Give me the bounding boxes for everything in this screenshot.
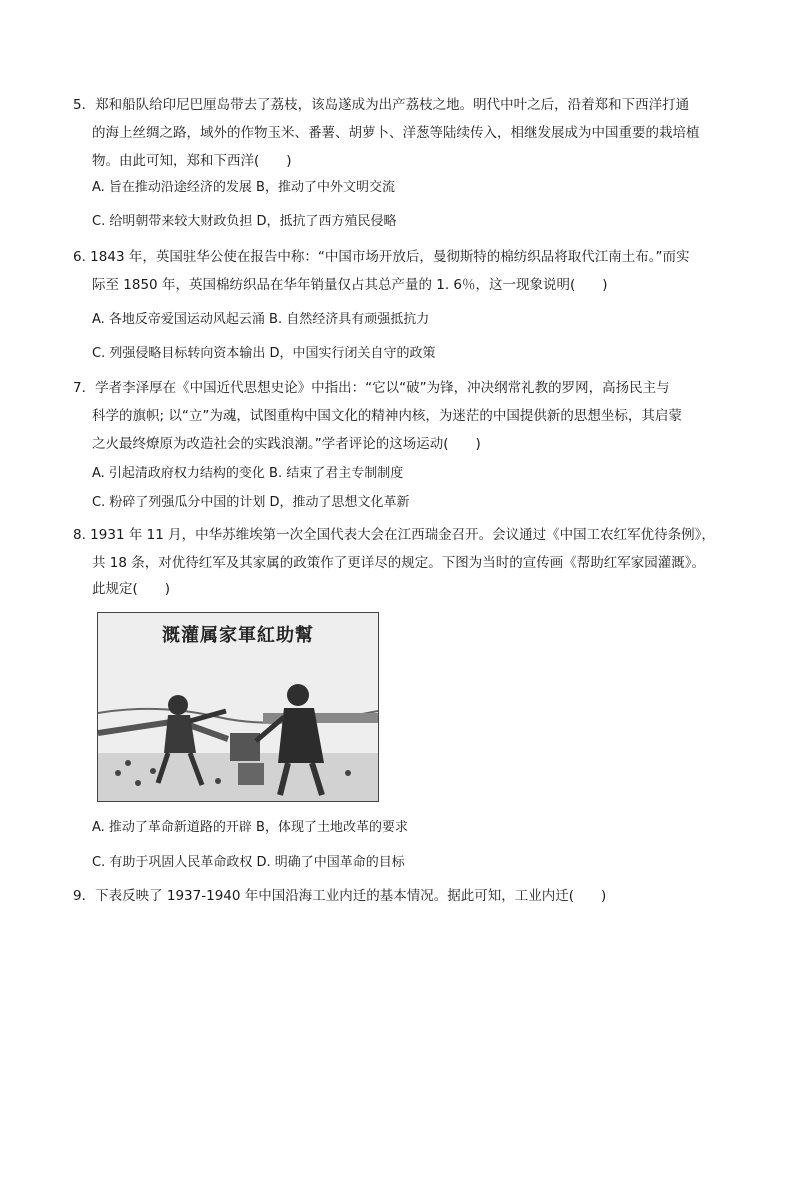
q5-stem-line-2: 的海上丝绸之路，域外的作物玉米、番薯、胡萝卜、洋葱等陆续传入，相继发展成为中国重要的栽培植 [92, 125, 700, 141]
q8-stem-line-1: 8. 1931 年 11 月，中华苏维埃第一次全国代表大会在江西瑞金召开。会议通过《中国工农红军优待条例》， [73, 527, 715, 543]
propaganda-poster-image [97, 612, 379, 802]
q8-options-ab: A. 推动了革命新道路的开辟 B，体现了土地改革的要求 [92, 820, 408, 835]
q8-stem-line-2: 共 18 条，对优待红军及其家属的政策作了更详尽的规定。下图为当时的宣传画《帮助红军家园灌溉》。 [92, 555, 706, 571]
q5-options-cd: C. 给明朝带来较大财政负担 D，抵抗了西方殖民侵略 [92, 214, 397, 229]
q6-options-cd: C. 列强侵略目标转向资本输出 D，中国实行闭关自守的政策 [92, 346, 436, 361]
q7-options-cd: C. 粉碎了列强瓜分中国的计划 D，推动了思想文化革新 [92, 495, 410, 510]
q6-options-ab: A. 各地反帝爱国运动风起云涌 B. 自然经济具有顽强抵抗力 [92, 312, 430, 327]
q6-stem-line-1: 6. 1843 年，英国驻华公使在报告中称：“中国市场开放后，曼彻斯特的棉纺织品将取代江南土布。”而实 [73, 249, 690, 265]
q5-stem-line-1: 5．郑和船队给印尼巴厘岛带去了荔枝，该岛遂成为出产荔枝之地。明代中叶之后，沿着郑和下西洋打通 [73, 97, 690, 113]
q5-options-ab: A. 旨在推动沿途经济的发展 B，推动了中外文明交流 [92, 180, 395, 195]
q8-stem-line-3: 此规定( ) [92, 581, 171, 597]
q7-stem-line-3: 之火最终燎原为改造社会的实践浪潮。”学者评论的这场运动( ) [92, 436, 481, 452]
q5-stem-line-3: 物。由此可知，郑和下西洋( ) [92, 153, 292, 169]
q9-stem-line-1: 9．下表反映了 1937-1940 年中国沿海工业内迁的基本情况。据此可知，工业内迁( ) [73, 888, 607, 904]
q7-options-ab: A. 引起清政府权力结构的变化 B. 结束了君主专制制度 [92, 466, 404, 481]
q8-options-cd: C. 有助于巩固人民革命政权 D. 明确了中国革命的目标 [92, 855, 405, 870]
poster-caption: 溉灌属家軍紅助幫 [162, 625, 314, 646]
q7-stem-line-1: 7．学者李泽厚在《中国近代思想史论》中指出：“它以“破”为锋，冲决纲常礼教的罗网，高扬民主与 [73, 380, 670, 396]
q6-stem-line-2: 际至 1850 年，英国棉纺织品在华年销量仅占其总产量的 1. 6％，这一现象说明( ) [92, 277, 608, 293]
q7-stem-line-2: 科学的旗帜; 以“立”为魂，试图重构中国文化的精神内核，为迷茫的中国提供新的思想坐标，其启蒙 [92, 408, 682, 424]
